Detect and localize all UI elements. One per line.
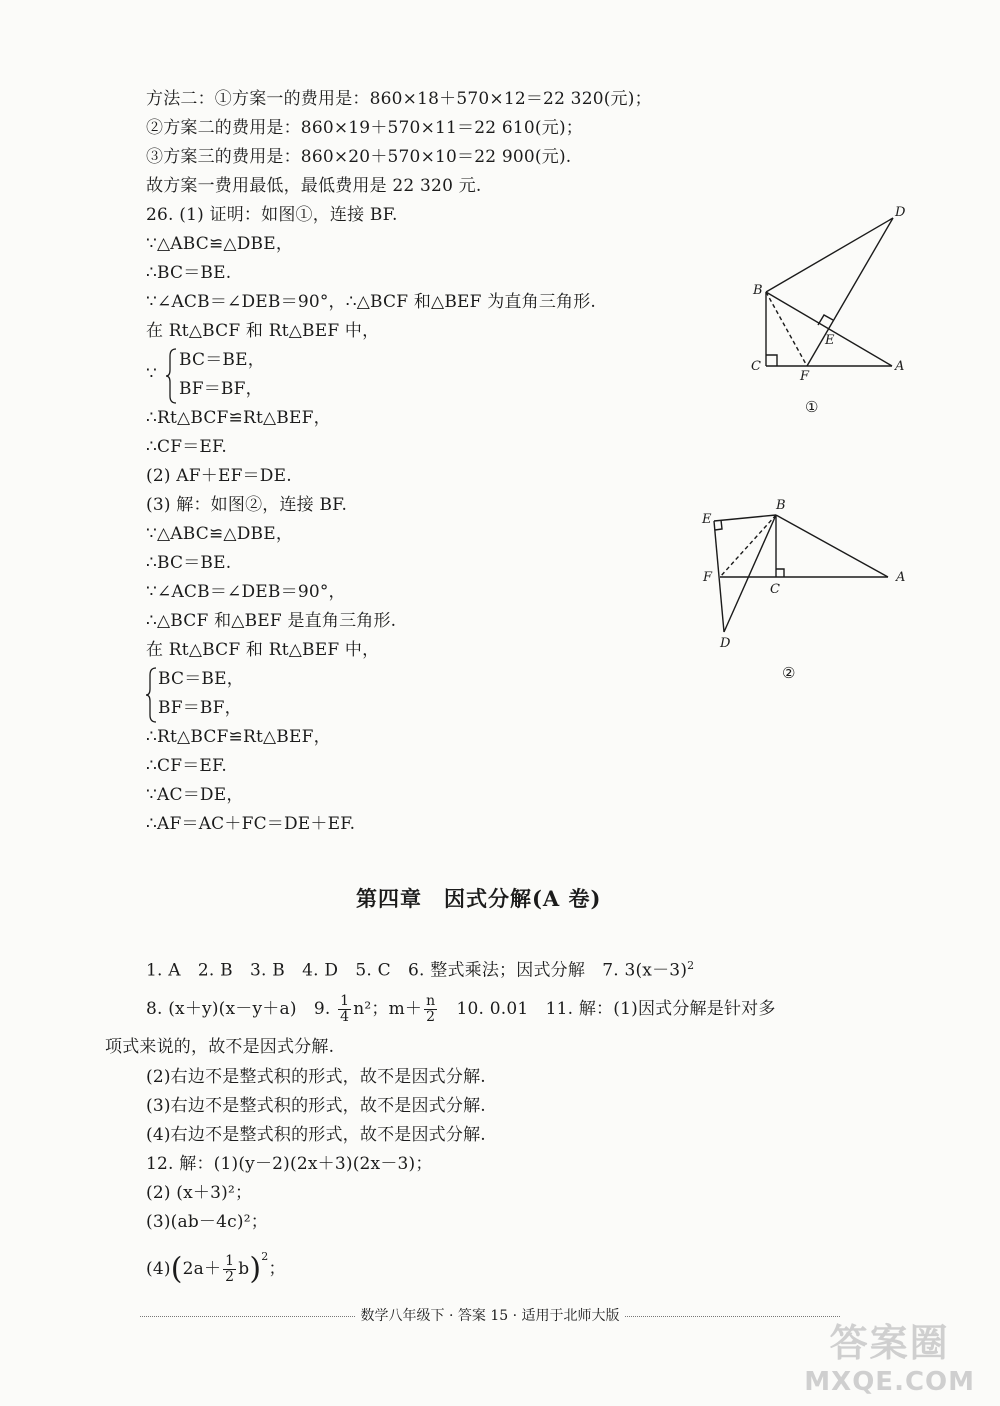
text-line: BF＝BF， bbox=[158, 698, 242, 718]
semicolon: ； bbox=[268, 1259, 286, 1279]
answer-line: (3)右边不是整式积的形式，故不是因式分解. bbox=[146, 1096, 486, 1116]
label-e: E bbox=[702, 512, 712, 527]
text-line: (3) 解：如图②，连接 BF. bbox=[146, 495, 348, 515]
fraction-denominator: 4 bbox=[340, 1009, 350, 1025]
text-line: ∵△ABC≌△DBE， bbox=[146, 524, 294, 544]
fraction-numerator: n bbox=[426, 993, 436, 1009]
answer-line: (2)右边不是整式积的形式，故不是因式分解. bbox=[146, 1067, 486, 1087]
text-line: ∴△BCF 和△BEF 是直角三角形. bbox=[146, 611, 397, 631]
fraction-numerator: 1 bbox=[340, 993, 350, 1009]
exponent: 2 bbox=[261, 1250, 269, 1263]
answer-line: 项式来说的，故不是因式分解. bbox=[105, 1037, 335, 1057]
text-line: BF＝BF， bbox=[179, 379, 263, 399]
page-footer bbox=[100, 1305, 880, 1325]
text-line: ∴Rt△BCF≌Rt△BEF， bbox=[146, 727, 331, 747]
segment-bd bbox=[766, 218, 893, 292]
right-angle-mark bbox=[776, 569, 784, 577]
fraction bbox=[338, 994, 351, 1025]
text-line: ∴BC＝BE. bbox=[146, 263, 232, 283]
fraction-denominator: 2 bbox=[225, 1269, 235, 1285]
segment-bf bbox=[720, 515, 776, 577]
answer-line bbox=[146, 994, 776, 1025]
text-line: 故方案一费用最低，最低费用是 22 320 元. bbox=[146, 176, 482, 196]
text-line: ∵△ABC≌△DBE， bbox=[146, 234, 294, 254]
geometry-figure-2 bbox=[700, 495, 920, 685]
answer-line: (4)右边不是整式积的形式，故不是因式分解. bbox=[146, 1125, 486, 1145]
label-b: B bbox=[753, 283, 763, 298]
left-brace bbox=[146, 667, 158, 723]
text-line: ∴CF＝EF. bbox=[146, 756, 227, 776]
segment-df bbox=[807, 218, 893, 366]
label-d: D bbox=[895, 205, 906, 220]
answer-line bbox=[146, 955, 694, 982]
segment-bd bbox=[724, 515, 776, 632]
answers-8-9: 8. (x＋y)(x－y＋a) 9. bbox=[146, 999, 337, 1019]
text-line: 在 Rt△BCF 和 Rt△BEF 中， bbox=[146, 640, 380, 660]
because-symbol: ∵ bbox=[146, 364, 158, 384]
label-c: C bbox=[751, 359, 761, 374]
expression: b bbox=[238, 1259, 250, 1279]
text-line: ∴CF＝EF. bbox=[146, 437, 227, 457]
text-line: ∵∠ACB＝∠DEB＝90°， bbox=[146, 582, 346, 602]
text-line: 方法二：①方案一的费用是：860×18＋570×12＝22 320(元)； bbox=[146, 89, 652, 109]
answer-line bbox=[146, 1246, 286, 1285]
exponent: 2 bbox=[687, 959, 695, 972]
label-b: B bbox=[776, 498, 786, 513]
label-e: E bbox=[825, 333, 835, 348]
expression: 2a＋ bbox=[182, 1259, 222, 1279]
text-line: BC＝BE， bbox=[158, 669, 244, 689]
segment-eb bbox=[714, 515, 776, 521]
watermark-bottom: MXQE.COM bbox=[804, 1367, 975, 1397]
text-line: (2) AF＋EF＝DE. bbox=[146, 466, 292, 486]
fraction-numerator: 1 bbox=[225, 1253, 235, 1269]
geometry-figure-1 bbox=[745, 200, 945, 425]
label-d: D bbox=[720, 636, 731, 651]
label-f: F bbox=[800, 369, 810, 384]
figure-caption: ① bbox=[805, 398, 819, 416]
label-a: A bbox=[895, 359, 905, 374]
watermark bbox=[804, 1312, 975, 1397]
answers-10-11: 10. 0.01 11. 解：(1)因式分解是针对多 bbox=[439, 999, 776, 1019]
label-c: C bbox=[770, 582, 780, 597]
answer-9-middle: n²；m＋ bbox=[353, 999, 423, 1019]
text-line: BC＝BE， bbox=[179, 350, 265, 370]
fraction bbox=[424, 994, 437, 1025]
open-paren: ( bbox=[170, 1251, 183, 1287]
section-title: 第四章 因式分解(A 卷) bbox=[356, 886, 602, 911]
footer-rule bbox=[140, 1316, 355, 1317]
text-line: 26. (1) 证明：如图①，连接 BF. bbox=[146, 205, 398, 225]
text-line: ∵AC＝DE， bbox=[146, 785, 244, 805]
text-line: ②方案二的费用是：860×19＋570×11＝22 610(元)； bbox=[146, 118, 583, 138]
left-brace bbox=[166, 348, 178, 404]
label-a: A bbox=[896, 570, 906, 585]
fraction bbox=[223, 1254, 236, 1285]
text-line: ∴BC＝BE. bbox=[146, 553, 232, 573]
footer-text: 数学八年级下 · 答案 15 · 适用于北师大版 bbox=[360, 1308, 620, 1324]
watermark-top: 答案圈 bbox=[829, 1321, 950, 1365]
segment-ba bbox=[776, 515, 888, 577]
text-line: ③方案三的费用是：860×20＋570×10＝22 900(元). bbox=[146, 147, 572, 167]
answer-12-4-label: (4) bbox=[146, 1259, 171, 1279]
close-paren: ) bbox=[249, 1251, 262, 1287]
answer-line: (2) (x＋3)²； bbox=[146, 1183, 253, 1203]
text-line: 在 Rt△BCF 和 Rt△BEF 中， bbox=[146, 321, 380, 341]
answers-1-7: 1. A 2. B 3. B 4. D 5. C 6. 整式乘法；因式分解 7. 3(x－3) bbox=[146, 960, 688, 981]
fraction-denominator: 2 bbox=[426, 1009, 436, 1025]
right-angle-mark bbox=[766, 355, 777, 366]
answer-line: 12. 解：(1)(y－2)(2x＋3)(2x－3)； bbox=[146, 1154, 433, 1174]
text-line: ∴Rt△BCF≌Rt△BEF， bbox=[146, 408, 331, 428]
text-line: ∵∠ACB＝∠DEB＝90°，∴△BCF 和△BEF 为直角三角形. bbox=[146, 292, 597, 312]
figure-caption: ② bbox=[782, 664, 796, 682]
label-f: F bbox=[703, 570, 713, 585]
text-line: ∴AF＝AC＋FC＝DE＋EF. bbox=[146, 814, 356, 834]
answer-line: (3)(ab－4c)²； bbox=[146, 1212, 268, 1232]
